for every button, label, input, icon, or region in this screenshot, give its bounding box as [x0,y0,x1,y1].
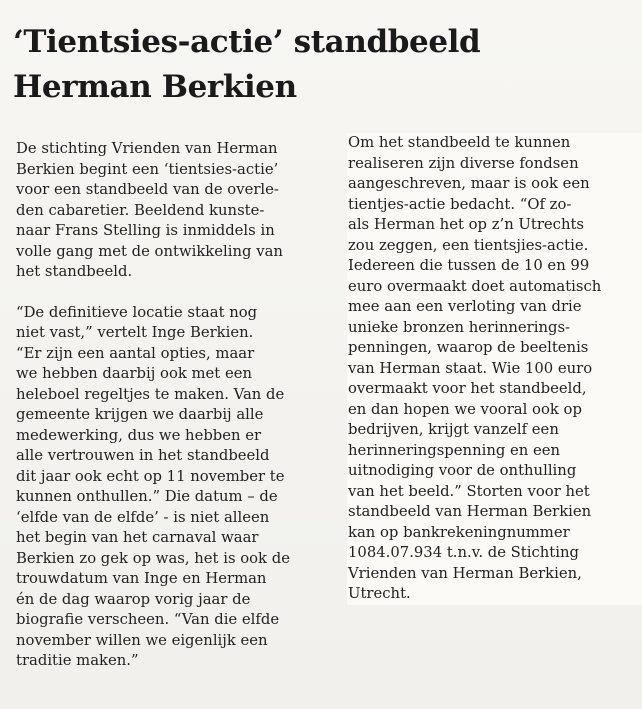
article-headline [13,20,613,110]
text-line: bedrijven, krijgt vanzelf een [348,421,559,438]
text-line: penningen, waarop de beeltenis [348,339,589,356]
text-line: 1084.07.934 t.n.v. de Stichting [348,544,579,561]
text-line: Berkien begint een ‘tientsies-actie’ [16,160,279,178]
text-line: kan op bankrekeningnummer [348,523,570,541]
paragraph-quote [16,303,322,672]
text-line: naar Frans Stelling is inmiddels in [16,222,275,239]
headline-line-1: ‘Tientsies-actie’ standbeeld [13,24,481,60]
text-line: van Herman staat. Wie 100 euro [348,359,593,377]
text-line: biografie verscheen. “Van die elfde [16,611,280,628]
text-line: ‘elfde van de elfde’ - is niet alleen [16,508,270,526]
text-line: overmaakt voor het standbeeld, [348,380,587,397]
text-line: gemeente krijgen we daarbij alle [16,406,264,423]
text-line: als Herman het op z’n Utrechts [348,216,585,233]
text-line: trouwdatum van Inge en Herman [16,570,267,587]
text-line: realiseren zijn diverse fondsen [348,154,579,172]
text-line: aangeschreven, maar is ook een [348,175,590,192]
paragraph-intro [16,139,322,283]
paragraph-gap [16,283,322,303]
text-line: medewerking, dus we hebben er [16,426,262,444]
text-line: Berkien zo gek op was, het is ook de [16,549,290,567]
text-line: zou zeggen, een tientsjies-actie. [348,236,589,254]
text-line: herinneringspenning en een [348,441,561,459]
text-line: alle vertrouwen in het standbeeld [16,447,270,464]
text-line: tientjes-actie bedacht. “Of zo- [348,195,572,213]
text-line: kunnen onthullen.” Die datum – de [16,488,278,505]
text-line: we hebben daarbij ook met een [16,365,252,382]
text-line: “De definitieve locatie staat nog [16,303,258,321]
paragraph-fundraising [347,133,642,605]
text-line: uitnodiging voor de onthulling [348,462,577,479]
text-line: traditie maken.” [16,652,139,669]
text-line: én de dag waarop vorig jaar de [16,590,251,608]
text-line: november willen we eigenlijk een [16,631,268,649]
text-line: dit jaar ook echt op 11 november te [16,467,285,485]
text-line: volle gang met de ontwikkeling van [16,242,283,260]
headline-line-2: Herman Berkien [13,69,297,105]
text-line: heleboel regeltjes te maken. Van de [16,385,285,403]
text-line: standbeeld van Herman Berkien [348,503,592,520]
text-line: en dan hopen we vooral ook op [348,400,582,418]
text-line: den cabaretier. Beeldend kunste- [16,201,265,219]
text-line: voor een standbeeld van de overle- [16,181,279,198]
text-line: Om het standbeeld te kunnen [348,134,571,151]
text-line: Utrecht. [348,585,411,602]
text-line: mee aan een verloting van drie [348,298,582,315]
text-line: Iedereen die tussen de 10 en 99 [348,257,590,274]
text-line: unieke bronzen herinnerings- [348,318,571,336]
right-column [347,133,642,605]
text-line: het standbeeld. [16,263,133,280]
text-line: euro overmaakt doet automatisch [348,277,602,295]
text-line: Vrienden van Herman Berkien, [348,564,582,582]
text-line: “Er zijn een aantal opties, maar [16,344,255,362]
left-column [16,139,322,672]
text-line: van het beeld.” Storten voor het [348,482,590,500]
text-line: het begin van het carnaval waar [16,529,259,546]
text-line: De stichting Vrienden van Herman [16,140,278,157]
text-line: niet vast,” vertelt Inge Berkien. [16,324,254,341]
